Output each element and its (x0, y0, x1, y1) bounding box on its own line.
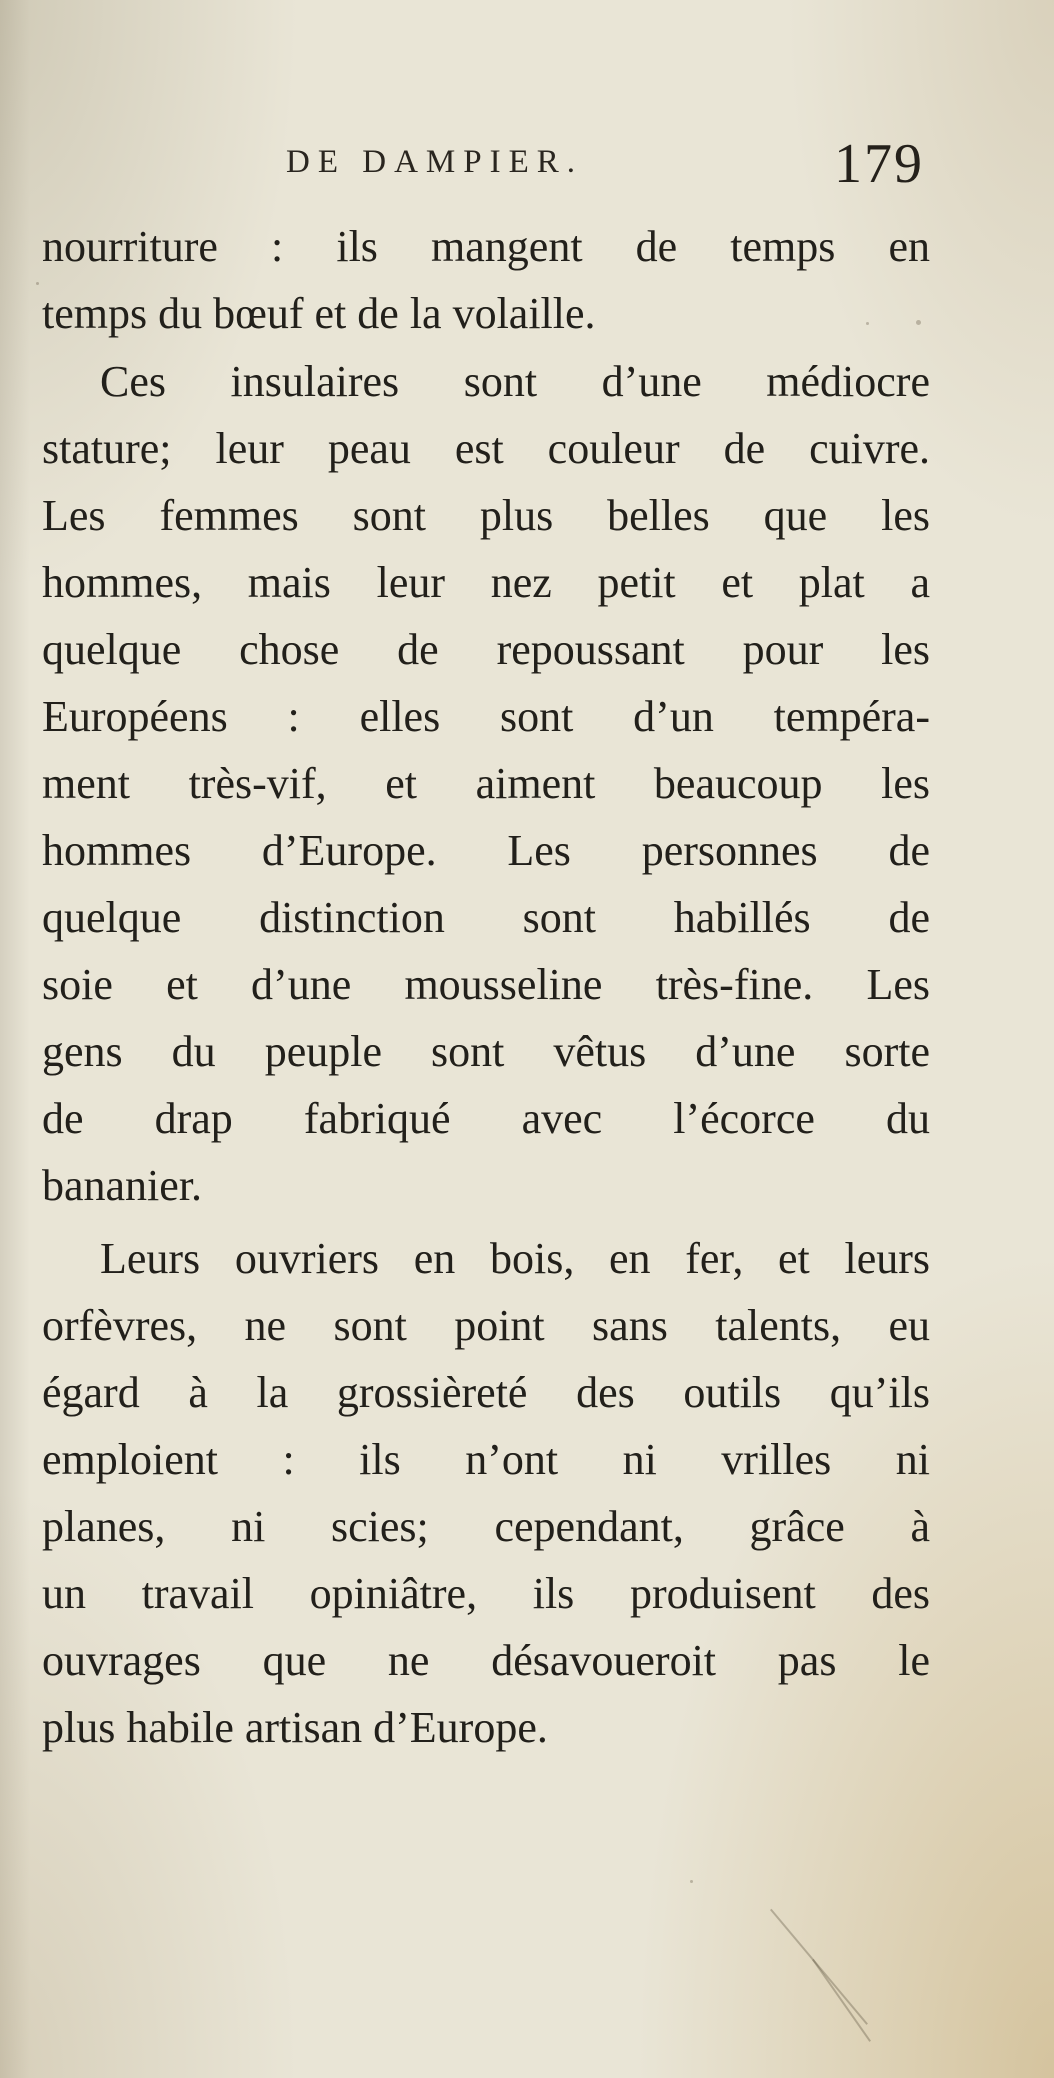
text-line: soie et d’une mousseline très-fine. Les (42, 960, 930, 1009)
page-number: 179 (834, 133, 924, 195)
text-line: ouvrages que ne désavoueroit pas le (42, 1636, 930, 1685)
ink-speck (866, 322, 869, 325)
text-line: temps du bœuf et de la volaille. (42, 289, 596, 338)
text-line: Leurs ouvriers en bois, en fer, et leurs (100, 1234, 930, 1283)
text-line: un travail opiniâtre, ils produisent des (42, 1569, 930, 1618)
text-line: quelque chose de repoussant pour les (42, 625, 930, 674)
ink-speck (690, 1880, 693, 1883)
page-header (0, 133, 1054, 200)
text-line: Ces insulaires sont d’une médiocre (100, 357, 930, 406)
text-line: gens du peuple sont vêtus d’une sorte (42, 1027, 930, 1076)
text-line: stature; leur peau est couleur de cuivre. (42, 424, 930, 473)
ink-speck (916, 320, 921, 325)
ink-speck (36, 282, 39, 285)
text-line: nourriture : ils mangent de temps en (42, 222, 930, 271)
text-line: Européens : elles sont d’un tempéra- (42, 692, 930, 741)
text-line: égard à la grossièreté des outils qu’ils (42, 1368, 930, 1417)
text-line: ment très-vif, et aiment beaucoup les (42, 759, 930, 808)
running-head: DE DAMPIER. (286, 144, 584, 180)
text-line: plus habile artisan d’Europe. (42, 1703, 548, 1752)
text-line: Les femmes sont plus belles que les (42, 491, 930, 540)
text-line: planes, ni scies; cependant, grâce à (42, 1502, 930, 1551)
text-line: hommes d’Europe. Les personnes de (42, 826, 930, 875)
text-line: orfèvres, ne sont point sans talents, eu (42, 1301, 930, 1350)
text-line: hommes, mais leur nez petit et plat a (42, 558, 930, 607)
text-line: emploient : ils n’ont ni vrilles ni (42, 1435, 930, 1484)
text-line: quelque distinction sont habillés de (42, 893, 930, 942)
paper-crease (812, 1959, 871, 2042)
text-line: bananier. (42, 1161, 203, 1210)
text-line: de drap fabriqué avec l’écorce du (42, 1094, 930, 1143)
